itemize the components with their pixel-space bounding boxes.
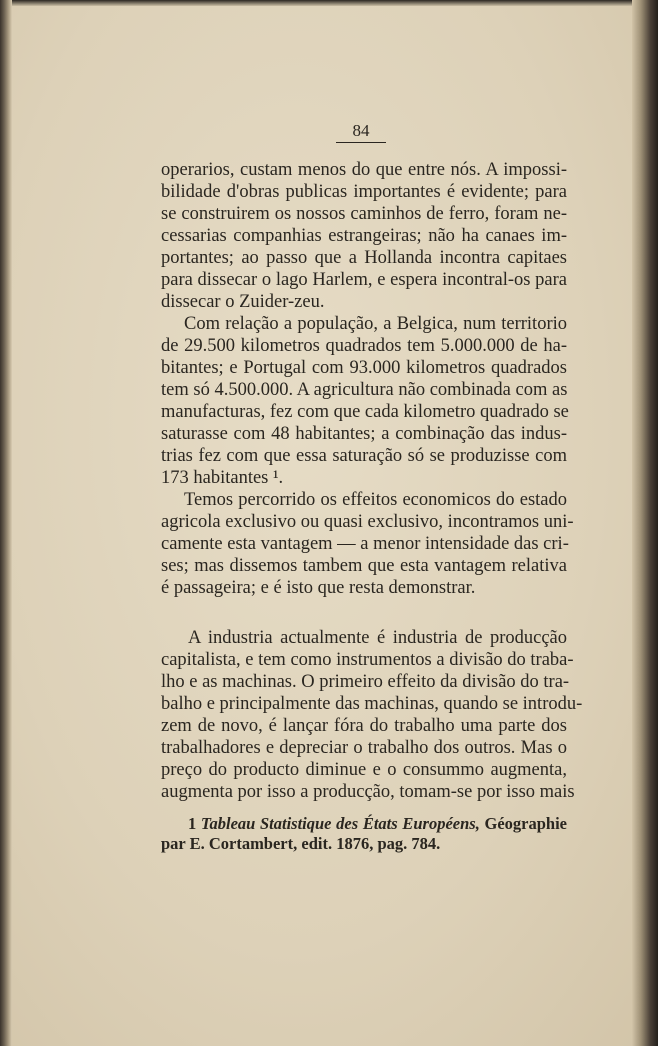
paragraph4-line: preço do producto diminue e o consummo augmenta, [161,760,567,780]
paragraph2-line: de 29.500 kilometros quadrados tem 5.000.000 de ha- [161,336,567,356]
paragraph4-line: A industria actualmente é industria de producção [188,628,567,648]
footnote-marker: 1 [188,814,197,833]
paragraph2-line: bitantes; e Portugal com 93.000 kilometros quadrados [161,358,567,378]
paragraph4-line: zem de novo, é lançar fóra do trabalho uma parte dos [161,716,567,736]
paragraph2-line: tem só 4.500.000. A agricultura não combinada com as [161,380,568,400]
paragraph4-line: trabalhadores e depreciar o trabalho dos outros. Mas o [161,738,567,758]
paragraph4-line: augmenta por isso a producção, tomam-se por isso mais [161,782,575,802]
paragraph4-line: capitalista, e tem como instrumentos a divisão do traba- [161,650,574,670]
paragraph2-line: saturasse com 48 habitantes; a combinação das indus- [161,424,567,444]
paragraph3-line: ses; mas dissemos tambem que esta vantagem relativa [161,556,567,576]
page-right-edge [632,0,658,1046]
footnote-line-1 [188,814,567,834]
paragraph2-line: manufacturas, fez com que cada kilometro quadrado se [161,402,569,422]
paragraph1-line: dissecar o Zuider-zeu. [161,292,325,312]
paragraph1-line: portantes; ao passo que a Hollanda incontra capitaes [161,248,567,268]
paragraph2-line: trias fez com que essa saturação só se produzisse com [161,446,567,466]
paragraph1-line: para dissecar o lago Harlem, e espera incontral-os para [161,270,567,290]
page-number: 84 [352,121,370,140]
paragraph3-line: camente esta vantagem — a menor intensidade das cri- [161,534,569,554]
paragraph1-line: bilidade d'obras publicas importantes é evidente; para [161,182,567,202]
paragraph2-line: Com relação a população, a Belgica, num territorio [184,314,567,334]
paragraph3-line: Temos percorrido os effeitos economicos do estado [184,490,567,510]
paragraph3-line: agricola exclusivo ou quasi exclusivo, incontramos uni- [161,512,574,532]
paragraph1-line: se construirem os nossos caminhos de ferro, foram ne- [161,204,567,224]
paragraph1-line: operarios, custam menos do que entre nós. A impossi- [161,160,567,180]
footnote-line-2: par E. Cortambert, edit. 1876, pag. 784. [161,834,441,853]
paragraph4-line: balho e principalmente das machinas, quando se introdu- [161,694,583,714]
page-left-edge [0,0,12,1046]
paragraph2-line: 173 habitantes ¹. [161,468,284,488]
footnote-title: Tableau Statistique des États Européens, [200,814,480,833]
footnote-rest: Géographie [484,814,568,833]
page-top-edge [0,0,658,6]
paragraph4-line: lho e as machinas. O primeiro effeito da divisão do tra- [161,672,570,692]
page-number-rule [336,142,386,143]
paragraph1-line: cessarias companhias estrangeiras; não ha canaes im- [161,226,567,246]
paragraph3-line: é passageira; e é isto que resta demonstrar. [161,578,476,598]
